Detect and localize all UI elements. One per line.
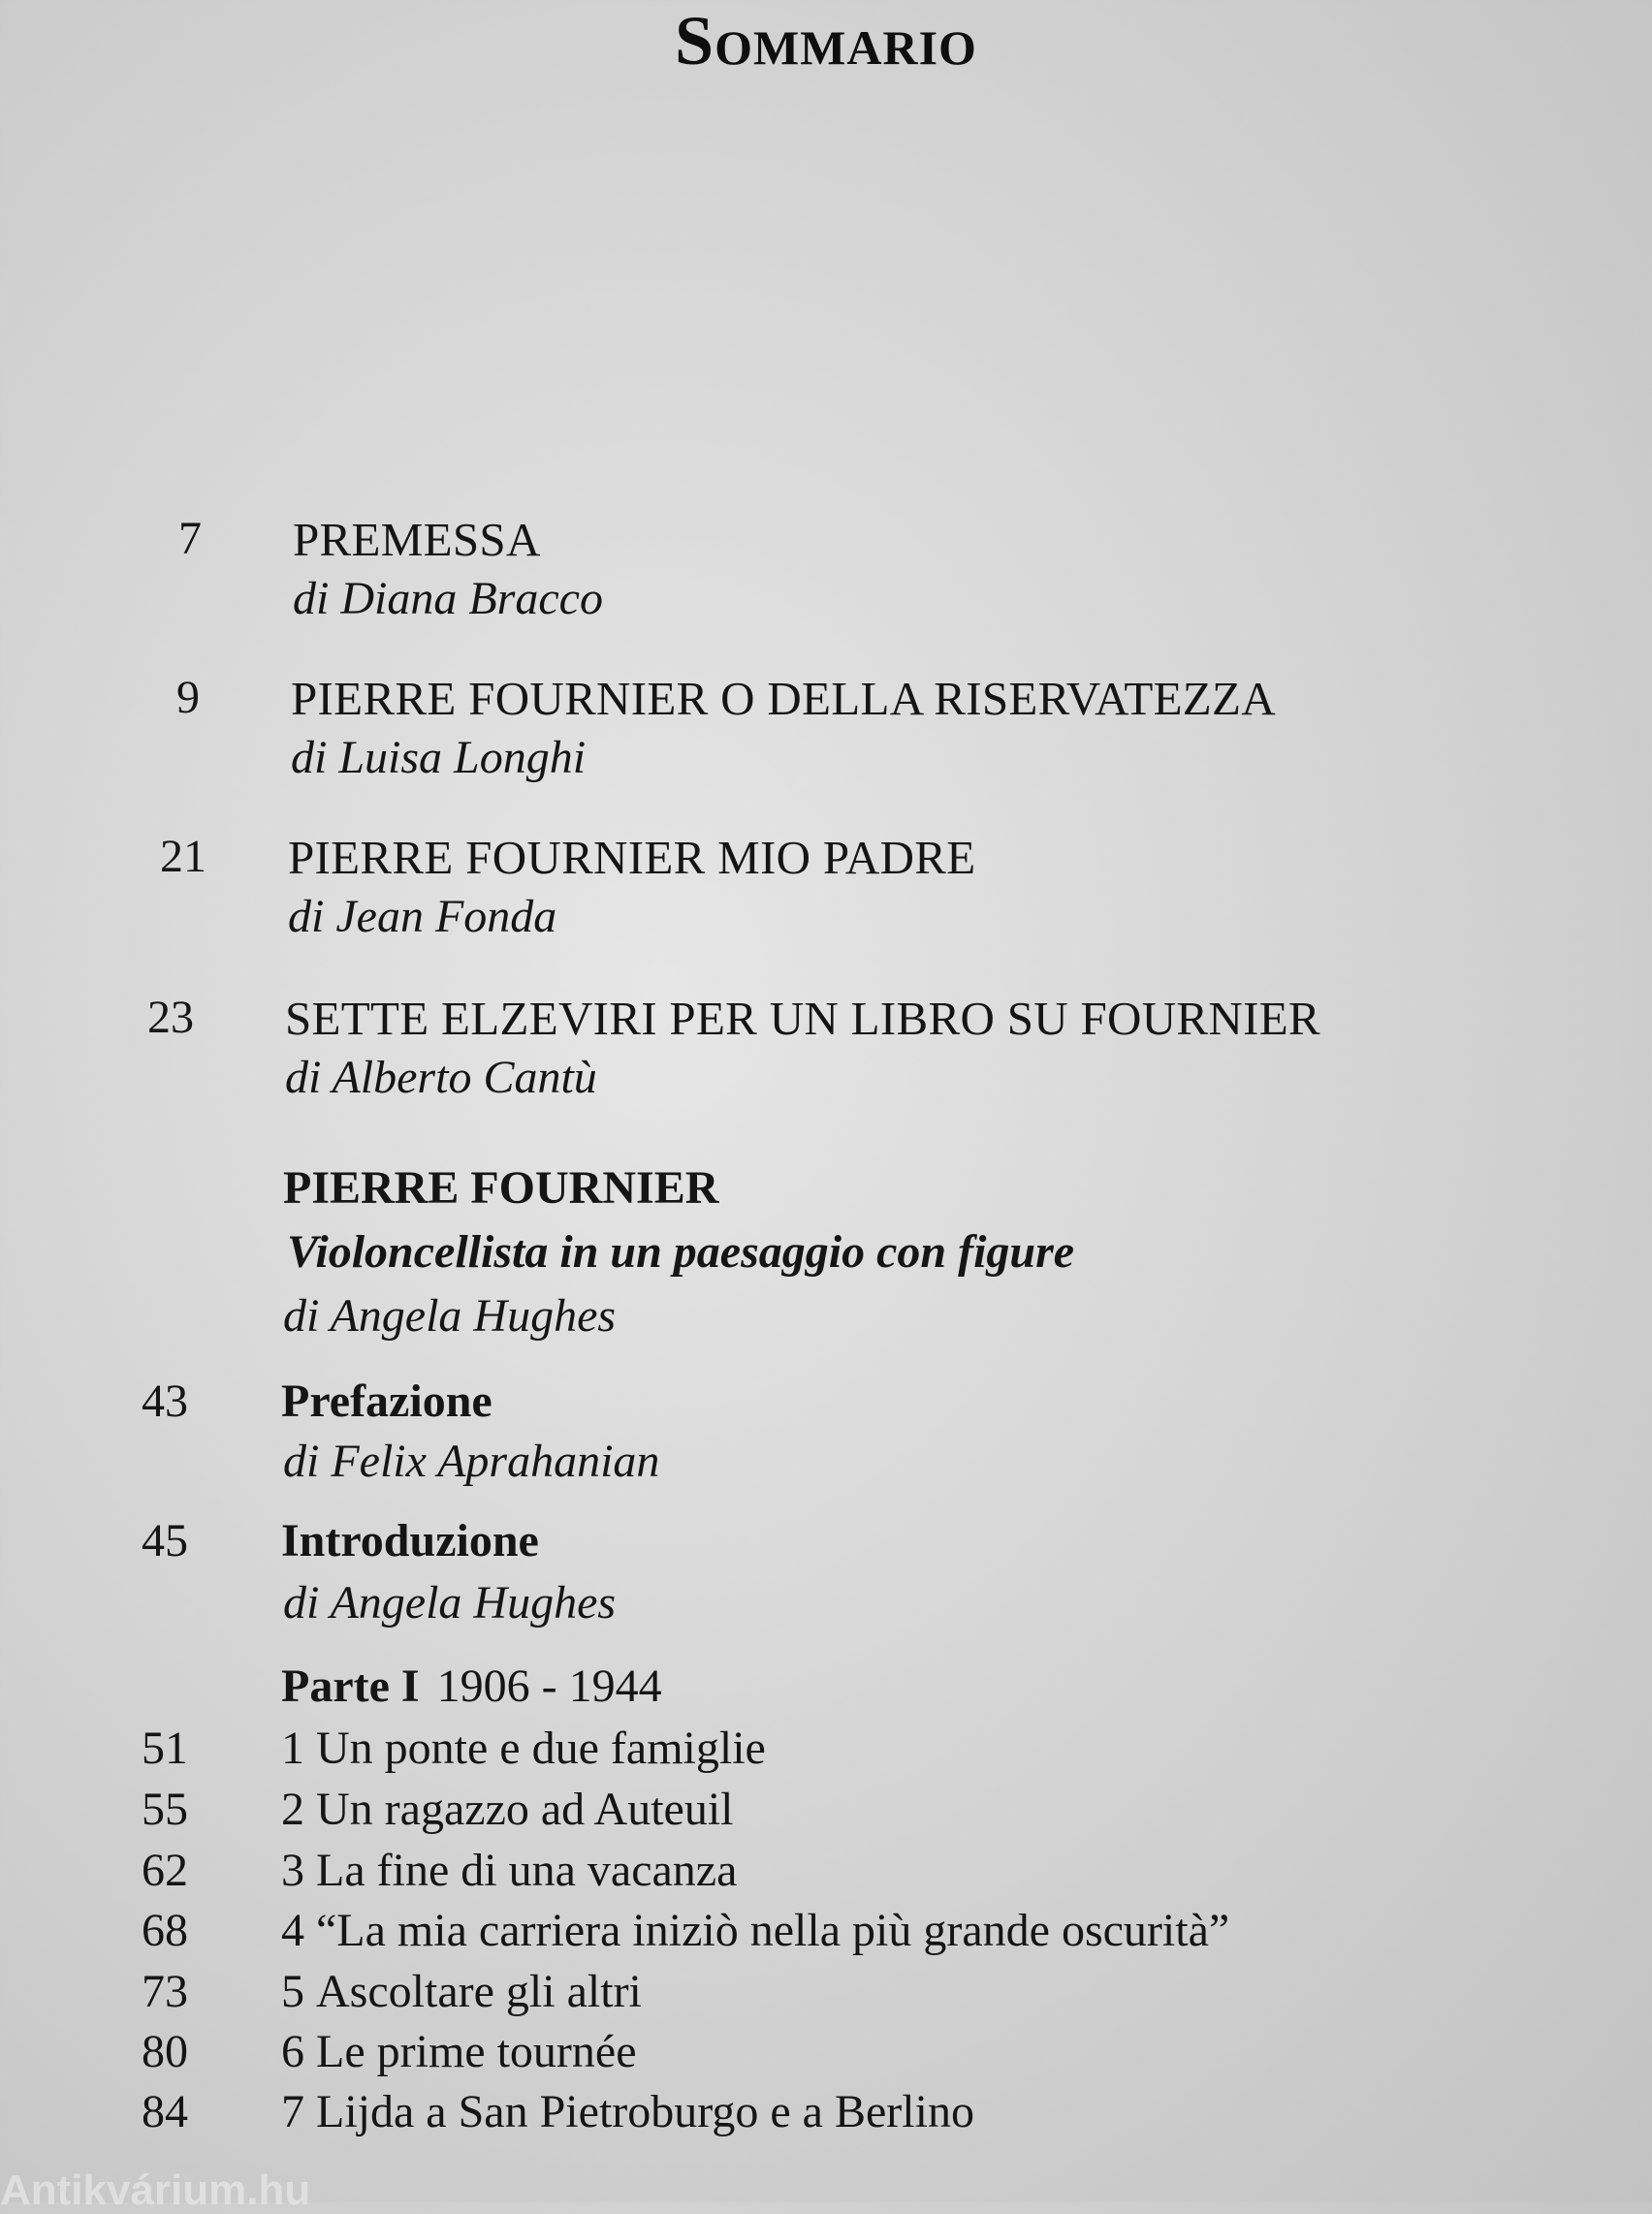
chapter-entry: [281, 1725, 766, 1772]
watermark: Antikvárium.hu: [0, 2167, 311, 2214]
chapter-number: 5: [281, 1966, 304, 2017]
entry-author: di Jean Fonda: [288, 891, 557, 942]
chapter-number: 1: [281, 1723, 304, 1774]
chapter-number: 3: [281, 1845, 304, 1896]
entry-author: di Diana Bracco: [293, 573, 603, 624]
entry-title: PREMESSA: [293, 513, 541, 566]
chapter-title: Un ponte e due famiglie: [316, 1723, 766, 1774]
entry-title: Introduzione: [281, 1515, 539, 1566]
chapter-entry: [281, 1845, 738, 1896]
chapter-entry: [281, 1905, 1230, 1956]
chapter-page-number: 51: [142, 1723, 188, 1774]
entry-author: di Alberto Cantù: [285, 1052, 597, 1103]
chapter-entry: [281, 2086, 974, 2137]
section-title: PIERRE FOURNIER: [283, 1162, 719, 1214]
entry-author: di Luisa Longhi: [291, 732, 587, 783]
entry-page-number: 7: [178, 513, 202, 564]
entry-page-number: 45: [142, 1515, 188, 1566]
part-heading: [281, 1660, 662, 1712]
chapter-title: Ascoltare gli altri: [316, 1966, 642, 2017]
chapter-entry: [281, 2026, 637, 2077]
chapter-page-number: 84: [142, 2086, 188, 2137]
chapter-number: 7: [281, 2086, 304, 2137]
entry-title: PIERRE FOURNIER O DELLA RISERVATEZZA: [291, 672, 1276, 725]
entry-title: SETTE ELZEVIRI PER UN LIBRO SU FOURNIER: [285, 992, 1320, 1045]
chapter-title: La fine di una vacanza: [316, 1845, 738, 1896]
chapter-page-number: 68: [142, 1905, 188, 1956]
chapter-page-number: 73: [142, 1966, 188, 2017]
chapter-title: “La mia carriera iniziò nella più grande oscurità”: [316, 1905, 1230, 1956]
entry-page-number: 23: [147, 992, 194, 1043]
entry-title: Prefazione: [281, 1376, 492, 1427]
chapter-number: 2: [281, 1784, 304, 1835]
entry-page-number: 43: [142, 1376, 188, 1427]
part-label: Parte I: [281, 1660, 420, 1712]
chapter-page-number: 80: [142, 2026, 188, 2077]
chapter-number: 4: [281, 1905, 304, 1956]
part-years: 1906 - 1944: [436, 1660, 662, 1712]
entry-page-number: 9: [176, 672, 200, 723]
entry-page-number: 21: [160, 831, 206, 882]
entry-author: di Felix Aprahanian: [283, 1436, 660, 1487]
entry-author: di Angela Hughes: [283, 1577, 617, 1629]
chapter-page-number: 62: [142, 1845, 188, 1896]
entry-title: PIERRE FOURNIER MIO PADRE: [288, 831, 976, 884]
chapter-title: Un ragazzo ad Auteuil: [316, 1784, 734, 1835]
section-author: di Angela Hughes: [283, 1290, 617, 1342]
chapter-page-number: 55: [142, 1784, 188, 1835]
page-title: Sommario: [675, 2, 977, 79]
chapter-title: Lijda a San Pietroburgo e a Berlino: [316, 2086, 974, 2137]
section-subtitle: Violoncellista in un paesaggio con figure: [287, 1226, 1075, 1278]
chapter-number: 6: [281, 2026, 304, 2077]
chapter-entry: [281, 1966, 642, 2017]
chapter-title: Le prime tournée: [316, 2026, 637, 2077]
chapter-entry: [281, 1784, 734, 1835]
